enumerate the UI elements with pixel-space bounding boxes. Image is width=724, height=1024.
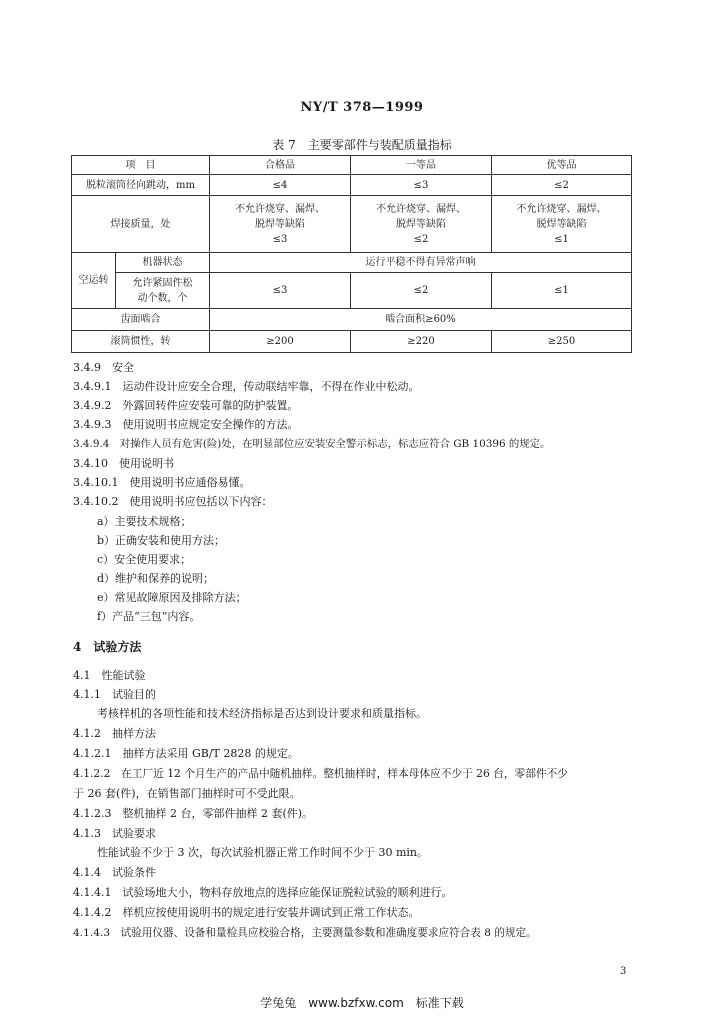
paragraph-text: 性能试验不少于 3 次，每次试验机器正常工作时间不少于 30 min。 (97, 846, 429, 859)
table-row (72, 196, 632, 253)
header-first-grade: 一等品 (351, 156, 492, 175)
list-item: b）正确安装和使用方法； (97, 534, 226, 547)
clause-4-1-3: 4.1.3 试验要求 (73, 827, 156, 840)
cell: ≤4 (210, 175, 351, 196)
quality-index-table (71, 155, 632, 353)
table-row (72, 309, 632, 331)
clause-3-4-10-1: 3.4.10.1 使用说明书应通俗易懂。 (73, 476, 251, 489)
row-label-line: 动个数，个 (137, 292, 188, 304)
list-item: a）主要技术规格； (97, 515, 192, 528)
standard-code-header: NY/T 378—1999 (300, 100, 424, 115)
clause-4-1-4-2: 4.1.4.2 样机应按使用说明书的规定进行安装并调试到正常工作状态。 (73, 906, 420, 919)
cell: ≥220 (351, 331, 492, 353)
cell-value: ≤3 (272, 233, 288, 245)
cell-line: 脱焊等缺陷 (255, 218, 305, 230)
watermark-footer: 学兔兔 www.bzfxw.com 标准下载 (260, 996, 464, 1010)
table-row (72, 253, 632, 273)
cell: 啮合面积≥60% (210, 309, 632, 331)
clause-4-1-2-1: 4.1.2.1 抽样方法采用 GB/T 2828 的规定。 (73, 747, 299, 760)
clause-3-4-10-2: 3.4.10.2 使用说明书应包括以下内容： (73, 495, 273, 508)
clause-3-4-9-1: 3.4.9.1 运动件设计应安全合理，传动联结牢靠，不得在作业中松动。 (73, 380, 420, 393)
clause-4-1-4: 4.1.4 试验条件 (73, 866, 156, 879)
clause-4-1-2-3: 4.1.2.3 整机抽样 2 台，零部件抽样 2 套(件)。 (73, 807, 314, 820)
row-label (116, 273, 210, 309)
clause-3-4-9-4: 3.4.9.4 对操作人员有危害(险)处，在明显部位应安装安全警示标志，标志应符合 GB 10396 的规定。 (73, 438, 551, 450)
cell: ≤1 (492, 273, 632, 309)
header-superior-grade: 优等品 (492, 156, 632, 175)
clause-4-1-1: 4.1.1 试验目的 (73, 688, 156, 701)
list-item: e）常见故障原因及排除方法； (97, 591, 247, 604)
section-4-heading: 4 试验方法 (73, 640, 142, 654)
paragraph-text: 考核样机的各项性能和技术经济指标是否达到设计要求和质量指标。 (97, 707, 427, 720)
table-row (72, 175, 632, 196)
clause-3-4-9: 3.4.9 安全 (73, 361, 134, 374)
clause-3-4-10: 3.4.10 使用说明书 (73, 457, 174, 470)
cell-value: ≤1 (554, 233, 569, 245)
list-item: f）产品“三包”内容。 (97, 610, 201, 623)
clause-4-1-4-3: 4.1.4.3 试验用仪器、设备和量检具应校验合格，主要测量参数和准确度要求应符合表 8 的规定。 (73, 927, 537, 939)
cell (210, 196, 351, 253)
cell (351, 196, 492, 253)
page-number: 3 (620, 966, 627, 977)
table-row (72, 273, 632, 309)
cell-line: 不允许烧穿、漏焊、 (516, 203, 607, 215)
clause-4-1-2-2-continued: 于 26 套(件)，在销售部门抽样时可不受此限。 (73, 787, 301, 800)
row-label: 机器状态 (116, 253, 210, 273)
list-item: c）安全使用要求； (97, 553, 192, 566)
row-label: 滚筒惯性，转 (72, 331, 210, 353)
cell: ≥250 (492, 331, 632, 353)
row-label: 焊接质量，处 (72, 196, 210, 253)
table-header-row (72, 156, 632, 175)
table-row (72, 331, 632, 353)
cell-line: 不允许烧穿、漏焊、 (376, 203, 466, 215)
clause-3-4-9-3: 3.4.9.3 使用说明书应规定安全操作的方法。 (73, 418, 299, 431)
cell: ≤2 (351, 273, 492, 309)
cell-line: 不允许烧穿、漏焊、 (235, 203, 325, 215)
clause-3-4-9-2: 3.4.9.2 外露回转件应安装可靠的防护装置。 (73, 399, 299, 412)
table-caption: 表 7 主要零部件与装配质量指标 (272, 138, 452, 152)
cell-value: ≤2 (413, 233, 429, 245)
cell-line: 脱焊等缺陷 (396, 218, 446, 230)
row-label-line: 允许紧固件松 (132, 277, 193, 289)
cell: ≤3 (351, 175, 492, 196)
clause-4-1-2-2: 4.1.2.2 在工厂近 12 个月生产的产品中随机抽样。整机抽样时，样本母体应不少于 26 台，零部件不少 (73, 767, 568, 780)
header-item: 项 目 (72, 156, 210, 175)
row-label: 脱粒滚筒径向跳动，mm (72, 175, 210, 196)
cell: 运行平稳不得有异常声响 (210, 253, 632, 273)
row-label: 齿面啮合 (72, 309, 210, 331)
cell: ≤2 (492, 175, 632, 196)
clause-4-1: 4.1 性能试验 (73, 669, 146, 682)
cell-line: 脱焊等缺陷 (536, 218, 587, 230)
row-group-label: 空运转 (72, 253, 116, 309)
list-item: d）维护和保养的说明； (97, 572, 215, 585)
header-qualified: 合格品 (210, 156, 351, 175)
cell: ≥200 (210, 331, 351, 353)
cell: ≤3 (210, 273, 351, 309)
cell (492, 196, 632, 253)
clause-4-1-2: 4.1.2 抽样方法 (73, 727, 156, 740)
clause-4-1-4-1: 4.1.4.1 试验场地大小，物料存放地点的选择应能保证脱粒试验的顺利进行。 (73, 886, 453, 899)
